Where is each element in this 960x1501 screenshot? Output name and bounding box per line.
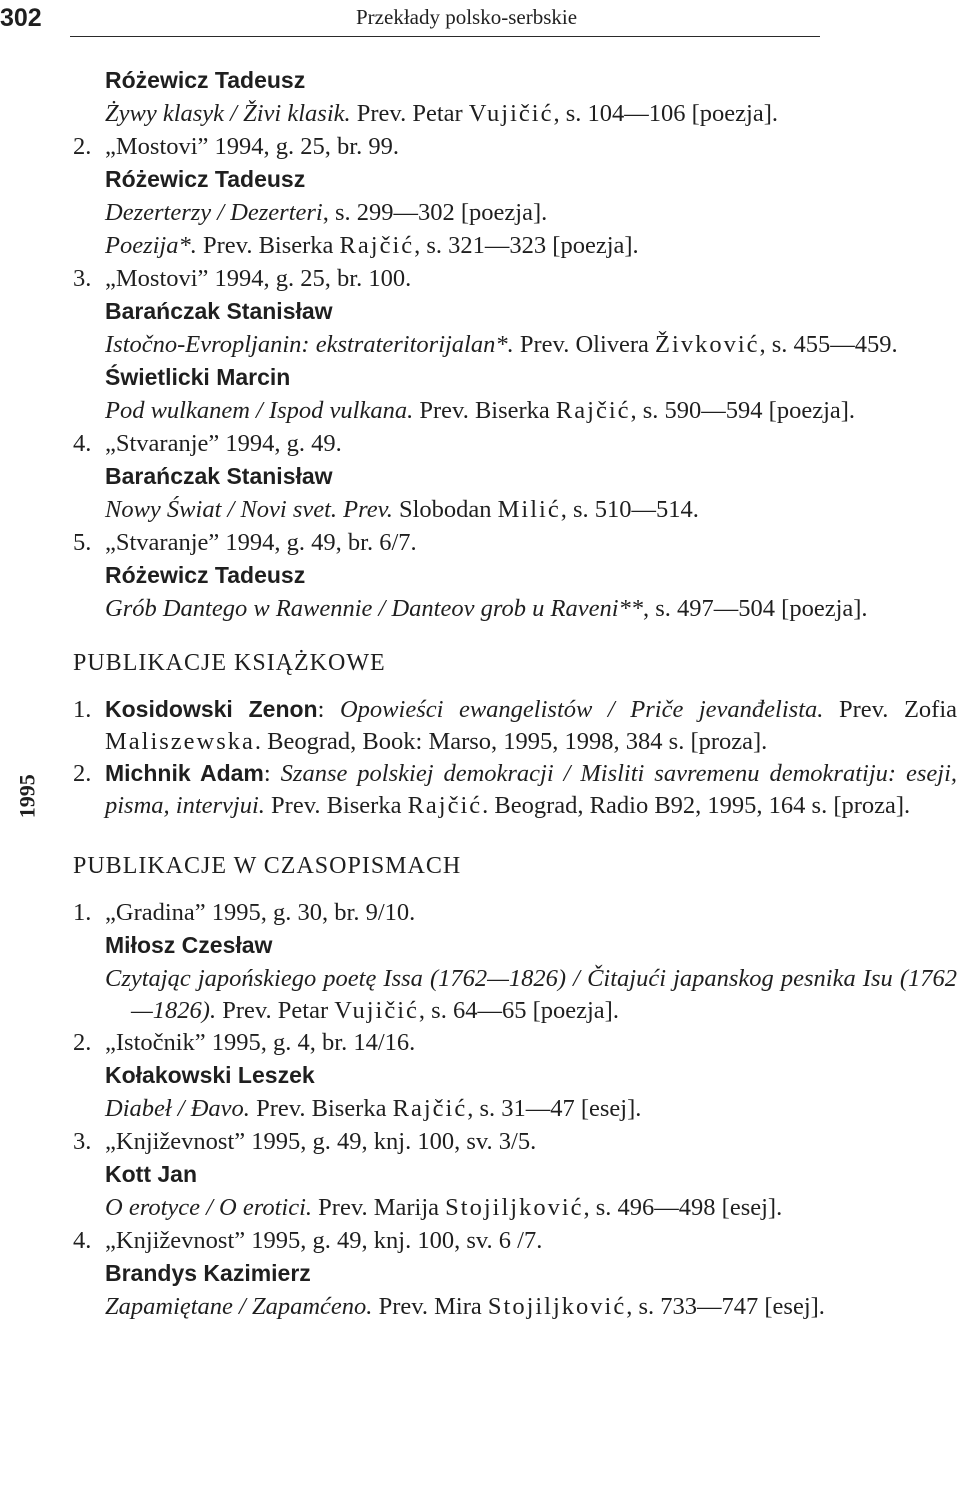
page-number: 302 bbox=[0, 4, 42, 32]
work-title: Istočno-Evropljanin: ekstrateritorijalan*. bbox=[105, 331, 514, 358]
author-name: Brandys Kazimierz bbox=[105, 1260, 311, 1287]
header-rule bbox=[70, 36, 820, 37]
source-line bbox=[73, 527, 957, 560]
book-details: . Beograd, Book: Marso, 1995, 1998, 384 s. [proza]. bbox=[254, 727, 768, 755]
source-text: „Gradina” 1995, g. 30, br. 9/10. bbox=[105, 899, 416, 927]
bibliography-entry bbox=[73, 230, 957, 263]
translator-name: Maliszewska bbox=[105, 727, 255, 755]
source-line bbox=[73, 897, 957, 930]
author-name: Różewicz Tadeusz bbox=[105, 67, 306, 93]
book-entry bbox=[73, 694, 957, 758]
bibliography-entry bbox=[73, 395, 957, 428]
book-author: Kosidowski Zenon bbox=[105, 696, 318, 722]
translator-prefix: Prev. Olivera bbox=[519, 331, 649, 358]
author-name: Różewicz Tadeusz bbox=[105, 562, 306, 588]
translator-prefix: Prev. Biserka bbox=[256, 1095, 387, 1123]
running-title: Przekłady polsko-serbskie bbox=[356, 5, 578, 29]
book-author: Michnik Adam bbox=[105, 759, 264, 786]
translator-name: Vujičić bbox=[334, 997, 419, 1025]
bibliography-entry bbox=[73, 98, 957, 131]
work-title: Diabeł / Đavo. bbox=[105, 1095, 250, 1123]
source-text: „Književnost” 1995, g. 49, knj. 100, sv. 6 /7. bbox=[105, 1227, 543, 1255]
source-line bbox=[73, 1126, 957, 1159]
entry-details: , s. 455—459. bbox=[759, 331, 898, 358]
translator-prefix: Prev. Biserka bbox=[419, 397, 550, 424]
work-title: Żywy klasyk / Živi klasik. bbox=[105, 100, 351, 127]
page-header bbox=[0, 0, 960, 40]
translator-name: Rajčić bbox=[407, 791, 483, 819]
entry-details: , s. 104—106 [poezja]. bbox=[553, 100, 778, 127]
work-title: Zapamiętane / Zapamćeno. bbox=[105, 1293, 373, 1321]
work-title: Pod wulkanem / Ispod vulkana. bbox=[105, 397, 414, 424]
bibliography-entry bbox=[73, 1192, 957, 1225]
source-number: 1. bbox=[73, 899, 92, 927]
entry-details: , s. 496—498 [esej]. bbox=[583, 1194, 783, 1222]
source-line bbox=[73, 1027, 957, 1060]
translator-prefix: Slobodan bbox=[398, 496, 492, 523]
work-title: Grób Dantego w Rawennie / Danteov grob u Raveni** bbox=[105, 595, 644, 622]
entry-details: , s. 497—504 [poezja]. bbox=[643, 595, 868, 622]
book-entry bbox=[73, 758, 957, 822]
source-number: 2. bbox=[73, 1029, 92, 1057]
source-number: 4. bbox=[73, 430, 92, 457]
section-heading-magazines: PUBLIKACJE W CZASOPISMACH bbox=[73, 853, 462, 880]
translator-name: Rajčić bbox=[392, 1095, 468, 1123]
author-name: Świetlicki Marcin bbox=[105, 364, 291, 390]
bibliography-entry bbox=[73, 1093, 957, 1126]
entry-details: , s. 31—47 [esej]. bbox=[467, 1095, 642, 1123]
translator-name: Rajčić bbox=[339, 232, 415, 259]
translator-prefix: Prev. Biserka bbox=[203, 232, 334, 259]
book-entry-text: Kosidowski Zenon: Opowieści ewangelistów / Priče jevanđelista. Prev. Zofia Maliszewska. Beograd, Book: Marso, 1995, 1998, 384 s. [proza]. bbox=[105, 696, 958, 755]
entry-details: , s. 590—594 [poezja]. bbox=[630, 397, 856, 424]
book-title: Szanse polskiej demokracji / Misliti savremenu demokratiju: eseji, pisma, intervjui. bbox=[105, 759, 958, 819]
source-line bbox=[73, 428, 957, 461]
author-name: Różewicz Tadeusz bbox=[105, 166, 306, 192]
work-title: Poezija*. bbox=[105, 232, 197, 259]
translator-name: Rajčić bbox=[555, 397, 631, 424]
translator-name: Stojiljković bbox=[445, 1194, 584, 1222]
book-details: . Beograd, Radio B92, 1995, 164 s. [proza]. bbox=[482, 791, 911, 819]
translator-prefix: Prev. Biserka bbox=[271, 791, 402, 819]
bibliography-entry bbox=[73, 963, 957, 1027]
entry-details: , s. 510—514. bbox=[560, 496, 699, 523]
translator-prefix: Prev. Zofia bbox=[838, 696, 958, 723]
work-title: O erotyce / O erotici. bbox=[105, 1194, 313, 1222]
source-number: 5. bbox=[73, 529, 92, 556]
work-title: Nowy Świat / Novi svet. Prev. bbox=[105, 496, 393, 523]
book-number: 1. bbox=[73, 696, 92, 723]
bibliography-entry bbox=[73, 494, 957, 527]
source-text: „Stvaranje” 1994, g. 49, br. 6/7. bbox=[105, 529, 417, 556]
translator-name: Milić bbox=[497, 496, 561, 523]
source-line bbox=[73, 263, 957, 296]
author-name: Barańczak Stanisław bbox=[105, 298, 333, 324]
source-number: 3. bbox=[73, 1128, 92, 1156]
translator-prefix: Prev. Petar bbox=[356, 100, 463, 127]
entry-details: , s. 321—323 [poezja]. bbox=[414, 232, 639, 259]
source-line bbox=[73, 131, 957, 164]
entry-details: , s. 64—65 [poezja]. bbox=[418, 997, 619, 1025]
author-name: Kott Jan bbox=[105, 1161, 197, 1188]
work-title: Czytając japońskiego poetę Issa (1762—1826) / Čitajući japanskog pesnika Isu (1762—1826). bbox=[105, 965, 957, 1025]
section-heading-books: PUBLIKACJE KSIĄŻKOWE bbox=[73, 650, 386, 676]
author-name: Miłosz Czesław bbox=[105, 932, 273, 959]
entry-details: , s. 733—747 [esej]. bbox=[626, 1293, 825, 1321]
source-text: „Istočnik” 1995, g. 4, br. 14/16. bbox=[105, 1029, 416, 1057]
source-number: 3. bbox=[73, 265, 92, 292]
bibliography-entry bbox=[73, 329, 957, 362]
bibliography-entry bbox=[73, 593, 957, 626]
translator-prefix: Prev. Marija bbox=[318, 1194, 440, 1222]
book-number: 2. bbox=[73, 759, 92, 787]
bibliography-entry bbox=[73, 197, 957, 230]
author-name: Kołakowski Leszek bbox=[105, 1062, 315, 1089]
bibliography-entry bbox=[73, 1291, 957, 1324]
source-number: 4. bbox=[73, 1227, 92, 1255]
book-entry-text: Michnik Adam: Szanse polskiej demokracji / Misliti savremenu demokratiju: eseji, pisma, intervjui. Prev. Biserka Rajčić. Beograd, Radio B92, 1995, 164 s. [proza]. bbox=[105, 759, 958, 819]
source-text: „Književnost” 1995, g. 49, knj. 100, sv. 3/5. bbox=[105, 1128, 537, 1156]
translator-prefix: Prev. Petar bbox=[222, 997, 329, 1025]
source-number: 2. bbox=[73, 133, 92, 160]
entry-details: , s. 299—302 [poezja]. bbox=[322, 199, 548, 226]
source-text: „Mostovi” 1994, g. 25, br. 100. bbox=[105, 265, 412, 292]
translator-name: Stojiljković bbox=[487, 1293, 627, 1321]
source-text: „Mostovi” 1994, g. 25, br. 99. bbox=[105, 133, 399, 160]
translator-prefix: Prev. Mira bbox=[378, 1293, 482, 1321]
work-title: Dezerterzy / Dezerteri bbox=[105, 199, 323, 226]
translator-name: Vujičić bbox=[468, 100, 554, 127]
source-text: „Stvaranje” 1994, g. 49. bbox=[105, 430, 342, 457]
page-content bbox=[73, 65, 957, 1324]
translator-name: Živković bbox=[655, 331, 760, 358]
side-year-label: 1995 bbox=[14, 774, 40, 819]
book-title: Opowieści ewangelistów / Priče jevanđelista. bbox=[339, 696, 824, 723]
source-line bbox=[73, 1225, 957, 1258]
author-name: Barańczak Stanisław bbox=[105, 463, 333, 489]
